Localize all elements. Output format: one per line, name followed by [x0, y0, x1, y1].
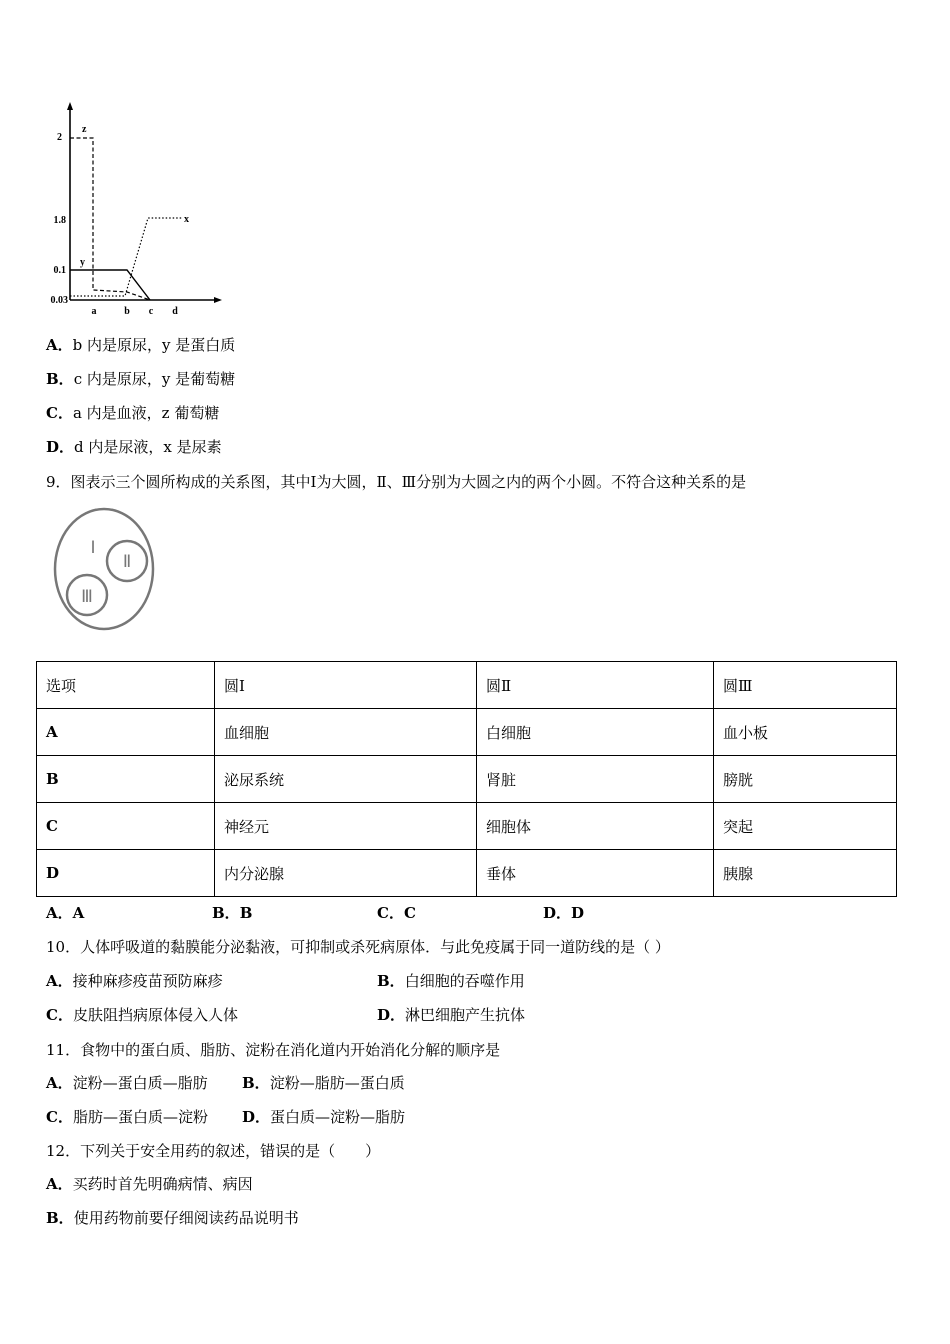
q11-option-a[interactable]	[46, 1073, 208, 1093]
q11-stem: 11．食物中的蛋白质、脂肪、淀粉在消化道内开始消化分解的顺序是	[46, 1041, 501, 1059]
table-header-cell: 圆Ⅱ	[477, 662, 714, 709]
q10-option-b[interactable]	[377, 971, 525, 991]
q11-option-c[interactable]	[46, 1107, 208, 1127]
option-label: B．	[46, 1209, 74, 1227]
table-header-cell: 圆Ⅰ	[215, 662, 477, 709]
option-label: B．	[212, 904, 240, 922]
table-cell: 肾脏	[477, 756, 714, 803]
y-tick-label: 0.03	[50, 295, 68, 306]
x-tick-label: b	[124, 306, 130, 317]
table-header-cell: 圆Ⅲ	[714, 662, 897, 709]
option-label: B．	[46, 370, 74, 388]
option-label: C．	[46, 1108, 73, 1126]
option-text: 接种麻疹疫苗预防麻疹	[72, 972, 223, 990]
table-cell: 血细胞	[215, 709, 477, 756]
table-cell: A	[37, 709, 215, 756]
table-cell: 膀胱	[714, 756, 897, 803]
option-label: D．	[377, 1006, 406, 1024]
option-text: 淀粉—脂肪—蛋白质	[269, 1074, 405, 1092]
circle-1-label: Ⅰ	[90, 538, 96, 557]
option-text: B	[239, 904, 253, 922]
y-tick-label: 2	[57, 132, 62, 143]
table-cell: 血小板	[714, 709, 897, 756]
option-label: B．	[377, 972, 405, 990]
x-tick-label: c	[148, 306, 154, 317]
series-z-line	[70, 138, 150, 300]
table-cell: 神经元	[215, 803, 477, 850]
x-axis-arrow	[214, 297, 222, 303]
option-label: C．	[377, 904, 404, 922]
option-text: D	[571, 904, 585, 922]
option-label: A．	[46, 336, 73, 354]
option-label: D．	[543, 904, 572, 922]
q9-stem: 9．图表示三个圆所构成的关系图，其中Ⅰ为大圆，Ⅱ、Ⅲ分别为大圆之内的两个小圆。不符合这种关系的是	[46, 473, 747, 491]
series-y-label: y	[80, 257, 85, 268]
series-x-label: x	[184, 214, 189, 225]
q12-option-a[interactable]	[46, 1174, 253, 1194]
option-text: c 内是原尿，y 是葡萄糖	[73, 370, 236, 388]
option-label: A．	[46, 1074, 73, 1092]
q9-answer-c[interactable]	[377, 903, 416, 923]
y-tick-label: 0.1	[53, 265, 66, 276]
circle-3-label: Ⅲ	[81, 587, 93, 606]
table-cell: 白细胞	[477, 709, 714, 756]
table-row	[37, 709, 897, 756]
q8-chart	[40, 100, 230, 320]
q9-answer-a[interactable]	[46, 903, 84, 923]
option-text: 淀粉—蛋白质—脂肪	[72, 1074, 208, 1092]
q10-option-c[interactable]	[46, 1005, 238, 1025]
q10-stem: 10．人体呼吸道的黏膜能分泌黏液，可抑制或杀死病原体．与此免疫属于同一道防线的是（ ）	[46, 938, 670, 956]
option-text: 白细胞的吞噬作用	[404, 972, 525, 990]
q9-answer-b[interactable]	[212, 903, 252, 923]
table-cell: 胰腺	[714, 850, 897, 897]
q8-option-d[interactable]	[46, 437, 222, 457]
option-label: A．	[46, 904, 73, 922]
table-cell: 细胞体	[477, 803, 714, 850]
q9-venn-diagram	[50, 505, 162, 635]
x-tick-label: d	[172, 306, 178, 317]
series-x-line	[70, 218, 182, 296]
option-text: d 内是尿液，x 是尿素	[74, 438, 222, 456]
option-text: 淋巴细胞产生抗体	[405, 1006, 526, 1024]
option-text: a 内是血液，z 葡萄糖	[72, 404, 220, 422]
y-axis-arrow	[67, 102, 73, 110]
option-label: B．	[242, 1074, 270, 1092]
table-cell: 泌尿系统	[215, 756, 477, 803]
table-cell: C	[37, 803, 215, 850]
table-cell: 垂体	[477, 850, 714, 897]
series-z-label: z	[82, 124, 87, 135]
option-text: 脂肪—蛋白质—淀粉	[72, 1108, 208, 1126]
table-row	[37, 850, 897, 897]
option-text: 蛋白质—淀粉—脂肪	[270, 1108, 406, 1126]
q12-option-b[interactable]	[46, 1208, 299, 1228]
table-header-row	[37, 662, 897, 709]
circle-2-label: Ⅱ	[122, 552, 132, 571]
option-label: D．	[242, 1108, 271, 1126]
q10-option-d[interactable]	[377, 1005, 525, 1025]
circle-1	[55, 509, 153, 629]
table-cell: 突起	[714, 803, 897, 850]
option-text: A	[72, 904, 85, 922]
option-label: D．	[46, 438, 75, 456]
option-text: 买药时首先明确病情、病因	[72, 1175, 253, 1193]
option-text: C	[403, 904, 416, 922]
q12-stem: 12．下列关于安全用药的叙述，错误的是（ ）	[46, 1142, 381, 1160]
q8-option-c[interactable]	[46, 403, 219, 423]
x-tick-label: a	[91, 306, 97, 317]
option-text: 使用药物前要仔细阅读药品说明书	[73, 1209, 299, 1227]
option-text: 皮肤阻挡病原体侵入人体	[72, 1006, 238, 1024]
q11-option-d[interactable]	[242, 1107, 405, 1127]
table-row	[37, 803, 897, 850]
table-cell: B	[37, 756, 215, 803]
table-row	[37, 756, 897, 803]
option-label: C．	[46, 1006, 73, 1024]
q8-option-a[interactable]	[46, 335, 235, 355]
option-text: b 内是原尿，y 是蛋白质	[72, 336, 236, 354]
q10-option-a[interactable]	[46, 971, 223, 991]
q9-options-table	[36, 661, 897, 897]
option-label: A．	[46, 1175, 73, 1193]
q9-answer-d[interactable]	[543, 903, 584, 923]
table-header-cell: 选项	[37, 662, 215, 709]
option-label: A．	[46, 972, 73, 990]
q11-option-b[interactable]	[242, 1073, 405, 1093]
table-cell: 内分泌腺	[215, 850, 477, 897]
q8-option-b[interactable]	[46, 369, 235, 389]
table-cell: D	[37, 850, 215, 897]
y-tick-label: 1.8	[53, 215, 66, 226]
option-label: C．	[46, 404, 73, 422]
